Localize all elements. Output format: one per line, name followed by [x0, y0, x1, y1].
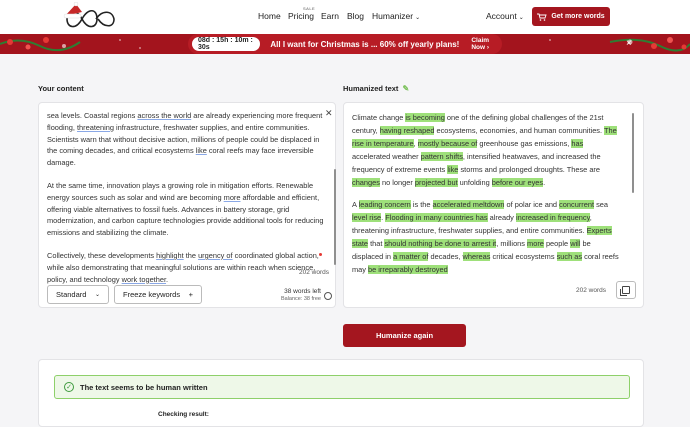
chevron-down-icon: ⌄ [518, 15, 524, 21]
plus-icon: + [188, 290, 193, 299]
close-icon[interactable]: × [626, 38, 632, 49]
humanized-highlight[interactable]: accelerated meltdown [432, 200, 505, 209]
output-text-segment: be displaced in [352, 239, 591, 261]
humanized-highlight[interactable]: should nothing be done to arrest it [384, 239, 497, 248]
input-textarea[interactable] [47, 110, 329, 296]
humanized-highlight[interactable]: before our eyes [491, 178, 544, 187]
freeze-keywords-button[interactable] [114, 285, 202, 304]
humanized-highlight[interactable]: whereas [462, 252, 491, 261]
result-card [38, 359, 644, 427]
humanized-highlight[interactable]: will [570, 239, 581, 248]
promo-pill [188, 34, 502, 54]
top-header [0, 0, 690, 34]
output-text-segment: . [543, 178, 546, 187]
account-label: Account [486, 11, 517, 21]
checking-result-label: Checking result: [158, 411, 209, 418]
output-text-segment: sea [594, 200, 609, 209]
result-status-banner [54, 375, 630, 399]
humanized-highlight[interactable]: be irreparably destroyed [368, 265, 448, 274]
copy-icon [622, 286, 630, 294]
output-card [343, 102, 644, 308]
suggestion-underline[interactable]: like [195, 146, 207, 156]
magic-pen-icon: ✎ [402, 84, 410, 93]
copy-button[interactable] [616, 281, 636, 299]
chevron-right-icon: › [486, 44, 490, 51]
humanized-highlight[interactable]: mostly because of [417, 139, 478, 148]
suggestion-underline[interactable]: more [223, 192, 241, 202]
nav-earn[interactable]: Earn [321, 11, 339, 21]
clear-text-icon[interactable]: ✕ [325, 108, 333, 118]
output-text-segment: coral reefs may [352, 252, 619, 274]
suggestion-underline[interactable]: across the world [137, 111, 192, 120]
logo-infinity-santa-hat-icon[interactable] [62, 2, 120, 32]
input-scrollbar[interactable] [334, 169, 336, 265]
output-text-segment: unfolding [457, 178, 492, 187]
output-text-segment: no longer [379, 178, 415, 187]
input-word-count: 202 words [299, 269, 329, 276]
humanized-highlight[interactable]: changes [352, 178, 380, 187]
humanize-again-button[interactable]: Humanize again [343, 324, 466, 347]
humanized-highlight[interactable]: Experts state [352, 226, 612, 248]
output-text-segment: storms and prolonged droughts. These are [458, 165, 601, 174]
countdown-timer: 08d : 15h : 10m : 30s [192, 37, 260, 51]
humanized-highlight[interactable]: a matter of [393, 252, 429, 261]
suggestion-underline[interactable]: urgency of [198, 250, 233, 260]
humanized-highlight[interactable]: is becoming [405, 113, 445, 122]
output-text-segment: , threatening infrastructure, freshwater supplies, and entire communities. [352, 213, 592, 235]
humanized-highlight[interactable]: Flooding in many countries has [385, 213, 488, 222]
input-paragraph: sea levels. Coastal regions across the world are already experiencing more frequent flooding, threatening infrastructure, freshwater supplies, and entire communities. Scientists warn that without decisive action, millions of people could be displaced in the coming decades, and critical ecosystems like coral reefs may face irreversible damage. [47, 111, 323, 168]
humanized-highlight[interactable]: concurrent [559, 200, 595, 209]
humanized-highlight[interactable]: increased in frequency [515, 213, 590, 222]
output-text-segment: accelerated weather [352, 152, 421, 161]
humanized-highlight[interactable]: projected but [414, 178, 458, 187]
output-text-segment: , [413, 139, 418, 148]
output-text-segment: of polar ice and [504, 200, 560, 209]
sale-badge: SALE [303, 6, 316, 11]
output-text-segment: . [381, 213, 386, 222]
mode-select[interactable] [47, 285, 109, 304]
nav-home[interactable]: Home [258, 11, 281, 21]
input-paragraph: Collectively, these developments highlight the urgency of coordinated global action, while also demonstrating that meaningful solutions are within reach when science, policy, and technology work together. [47, 250, 319, 284]
output-word-count: 202 words [576, 287, 606, 294]
suggestion-underline[interactable]: highlight [156, 250, 184, 260]
humanized-highlight[interactable]: pattern shifts [420, 152, 463, 161]
account-menu[interactable] [486, 11, 524, 21]
result-status-text: The text seems to be human written [80, 382, 208, 392]
humanized-highlight[interactable]: such as [556, 252, 583, 261]
humanized-highlight[interactable]: having reshaped [379, 126, 435, 135]
humanized-highlight[interactable]: has [571, 139, 584, 148]
balance-text: Balance: 38 free [280, 296, 321, 302]
humanized-highlight[interactable]: leading concern [358, 200, 411, 209]
output-text-segment: , millions [496, 239, 528, 248]
humanized-highlight[interactable]: The rise in temperature [352, 126, 617, 148]
humanized-highlight[interactable]: level rise [352, 213, 382, 222]
promo-text: All I want for Christmas is ... 60% off yearly plans! [270, 39, 460, 49]
freeze-keywords-label: Freeze keywords [123, 290, 181, 299]
output-section-label [343, 84, 409, 93]
humanized-highlight[interactable]: like [447, 165, 459, 174]
humanized-highlight[interactable]: more [527, 239, 544, 248]
output-paragraph [352, 198, 622, 276]
chevron-down-icon: ⌄ [415, 15, 421, 21]
output-text-segment: critical ecosystems [490, 252, 557, 261]
output-text-segment: that [368, 239, 385, 248]
claim-now-label: Claim Now [471, 37, 490, 51]
promo-banner [0, 34, 690, 54]
output-label-text: Humanized text [343, 84, 399, 93]
christmas-decoration-icon [0, 34, 160, 54]
suggestion-underline[interactable]: threatening [77, 122, 114, 132]
output-paragraph [352, 111, 622, 189]
nav-humanizer-label: Humanizer [372, 11, 414, 21]
output-text-segment: A [352, 200, 359, 209]
claim-now-link[interactable] [471, 37, 502, 51]
christmas-decoration-icon [530, 34, 690, 54]
output-text-segment: greenhouse gas emissions, [477, 139, 572, 148]
get-more-words-button[interactable] [532, 7, 610, 26]
nav-blog[interactable]: Blog [347, 11, 365, 21]
nav-humanizer[interactable] [372, 11, 420, 21]
output-text-segment: decades, [428, 252, 463, 261]
output-text-segment: , intensified heatwaves, and increased the frequency of extreme events [352, 152, 601, 174]
output-text-segment: one of the defining global challenges of the 21st century, [352, 113, 604, 135]
nav-pricing[interactable]: Pricing [288, 11, 314, 21]
words-left: 38 words left [284, 288, 321, 295]
output-text-segment: Climate change [352, 113, 406, 122]
output-text-segment: already [487, 213, 516, 222]
status-dot-icon [319, 253, 322, 256]
output-text [352, 111, 622, 285]
mode-label: Standard [56, 290, 87, 299]
get-more-words-label: Get more words [551, 13, 605, 20]
clock-icon[interactable] [324, 292, 332, 300]
input-card [38, 102, 336, 308]
suggestion-underline[interactable]: work together [121, 274, 167, 284]
input-section-label: Your content [38, 84, 84, 93]
input-paragraph: At the same time, innovation plays a growing role in mitigation efforts. Renewable energy sources such as solar and wind are becoming more affordable and efficient, offering viable alternatives to fossil fuels. Advances in battery storage, grid modernization, and carbon capture technologies provide additional tools for reducing emissions and stabilizing the climate. [47, 180, 324, 238]
output-text-segment: ecosystems, economies, and human communities. [434, 126, 604, 135]
check-circle-icon: ✓ [64, 382, 74, 392]
output-text-segment: people [543, 239, 571, 248]
output-text-segment: is the [410, 200, 433, 209]
chevron-down-icon: ⌄ [94, 292, 100, 298]
cart-icon [537, 13, 547, 21]
output-scrollbar[interactable] [632, 113, 634, 193]
